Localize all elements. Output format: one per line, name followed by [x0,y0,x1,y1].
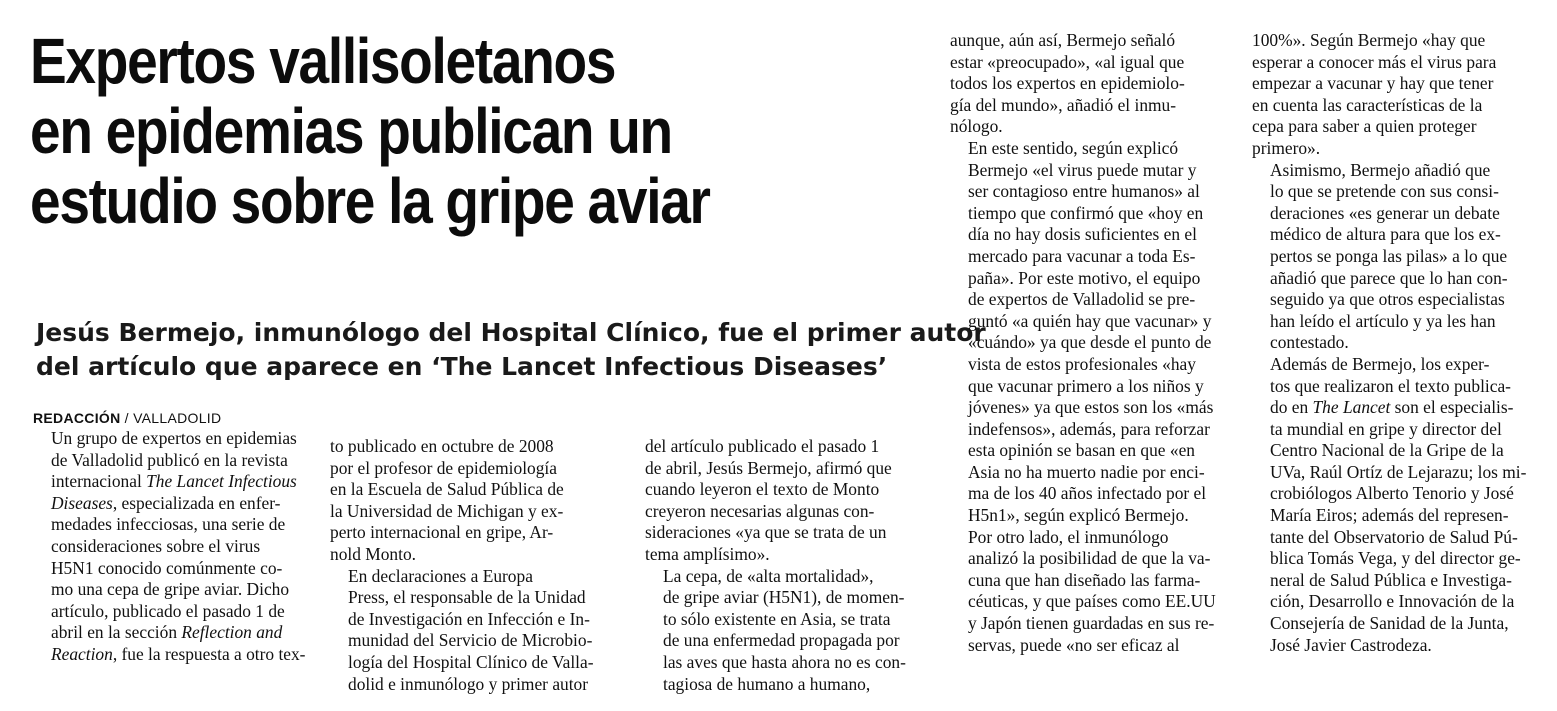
paragraph [645,436,917,566]
text-line: Asimismo, Bermejo añadió que [1270,159,1491,180]
text-line: jóvenes» ya que estos son los «más [968,397,1214,418]
text-line: do en The Lancet son el especialis- [1270,397,1514,418]
text-line: cepa para saber a quien proteger [1252,116,1477,137]
text-line: de expertos de Valladolid se pre- [968,289,1196,310]
text-line: en la Escuela de Salud Pública de [330,479,564,500]
article-column-4 [950,30,1226,656]
article-column-2 [330,436,626,695]
text-line: en cuenta las características de la [1252,94,1483,115]
text-line: sideraciones «ya que se trata de un [645,522,887,543]
text-line: Consejería de Sanidad de la Junta, [1270,613,1509,634]
text-line: que vacunar primero a los niños y [968,375,1204,396]
headline-line: Expertos vallisoletanos [30,25,616,97]
text-line: tagiosa de humano a humano, [663,673,871,694]
text-line: logía del Hospital Clínico de Valla- [348,651,594,672]
text-line: ser contagioso entre humanos» al [968,181,1200,202]
article-column-5 [1252,30,1530,656]
text-line: lo que se pretende con sus consi- [1270,181,1499,202]
text-line: de abril, Jesús Bermejo, afirmó que [645,457,892,478]
text-line: indefensos», además, para reforzar [968,418,1210,439]
text-line: Centro Nacional de la Gripe de la [1270,440,1504,461]
paragraph [1252,160,1530,354]
paragraph [950,30,1226,138]
text-line: blica Tomás Vega, y del director ge- [1270,548,1521,569]
text-line: Asia no ha muerto nadie por enci- [968,461,1205,482]
text-line: artículo, publicado el pasado 1 de [51,600,285,621]
text-line: cuando leyeron el texto de Monto [645,479,880,500]
text-line: paña». Por este motivo, el equipo [968,267,1201,288]
text-line: Además de Bermejo, los exper- [1270,353,1490,374]
text-line: guntó «a quién hay que vacunar» y [968,310,1212,331]
byline-location: VALLADOLID [133,410,222,426]
text-line: to publicado en octubre de 2008 [330,436,554,456]
subheadline [36,316,986,384]
text-line: del artículo publicado el pasado 1 [645,436,880,456]
text-line: neral de Salud Pública e Investiga- [1270,569,1512,590]
text-line: servas, puede «no ser eficaz al [968,634,1180,655]
paragraph [950,138,1226,527]
paragraph [645,566,917,696]
text-line: contestado. [1270,332,1349,353]
text-line: La cepa, de «alta mortalidad», [663,565,874,586]
text-line: de Valladolid publicó en la revista [51,449,288,470]
byline-author: REDACCIÓN [33,410,121,426]
text-line: H5n1», según explicó Bermejo. [968,505,1189,526]
text-line: perto internacional en gripe, Ar- [330,522,554,543]
text-line: En este sentido, según explicó [968,137,1179,158]
text-line: internacional The Lancet Infectious [51,471,297,492]
text-line: de Investigación en Infección e In- [348,608,590,629]
text-line: creyeron necesarias algunas con- [645,500,875,521]
text-line: José Javier Castrodeza. [1270,634,1432,655]
text-line: consideraciones sobre el virus [51,535,261,556]
text-line: dolid e inmunólogo y primer autor [348,673,589,694]
text-line: cuna que han diseñado las farma- [968,569,1201,590]
text-line: nold Monto. [330,543,416,564]
paragraph [1252,30,1530,160]
text-line: María Eiros; además del represen- [1270,505,1509,526]
text-line: ción, Desarrollo e Innovación de la [1270,591,1515,612]
subheadline-line: Jesús Bermejo, inmunólogo del Hospital Clínico, fue el primer autor [36,318,986,347]
text-line: to sólo existente en Asia, se trata [663,608,891,629]
text-line: En declaraciones a Europa [348,565,533,586]
byline-separator: / [120,410,134,426]
headline-line: estudio sobre la gripe aviar [30,165,710,237]
text-line: aunque, aún así, Bermejo señaló [950,30,1176,50]
text-line: deraciones «es generar un debate [1270,202,1500,223]
text-line: todos los expertos en epidemiolo- [950,73,1185,94]
text-line: tema amplísimo». [645,543,770,564]
text-line: gía del mundo», añadió el inmu- [950,94,1177,115]
text-line: ta mundial en gripe y director del [1270,418,1502,439]
text-line: han leído el artículo y ya les han [1270,310,1496,331]
text-line: Bermejo «el virus puede mutar y [968,159,1197,180]
text-line: Por otro lado, el inmunólogo [968,526,1169,547]
paragraph [1252,354,1530,656]
text-line: tos que realizaron el texto publica- [1270,375,1511,396]
text-line: primero». [1252,137,1321,158]
text-line: tiempo que confirmó que «hoy en [968,202,1204,223]
text-line: UVa, Raúl Ortíz de Lejarazu; los mi- [1270,461,1527,482]
text-line: Diseases, especializada en enfer- [51,492,281,513]
headline-line: en epidemias publican un [30,95,672,167]
text-line: nólogo. [950,116,1003,137]
text-line: céuticas, y que países como EE.UU [968,591,1216,612]
text-line: esperar a conocer más el virus para [1252,51,1497,72]
text-line: añadió que parece que lo han con- [1270,267,1508,288]
text-line: empezar a vacunar y hay que tener [1252,73,1494,94]
text-line: vista de estos profesionales «hay [968,353,1196,374]
text-line: 100%». Según Bermejo «hay que [1252,30,1486,50]
subheadline-line: del artículo que aparece en ‘The Lancet Infectious Diseases’ [36,352,888,381]
text-line: medades infecciosas, una serie de [51,514,286,535]
text-line: Reaction, fue la respuesta a otro tex- [51,643,306,664]
text-line: la Universidad de Michigan y ex- [330,500,564,521]
headline [30,26,804,236]
text-line: pertos se ponga las pilas» a lo que [1270,245,1508,266]
text-line: abril en la sección Reflection and [51,622,283,643]
article-column-3 [645,436,917,695]
text-line: tante del Observatorio de Salud Pú- [1270,526,1518,547]
text-line: y Japón tienen guardadas en sus re- [968,613,1215,634]
text-line: Un grupo de expertos en epidemias [51,428,297,448]
text-line: munidad del Servicio de Microbio- [348,630,593,651]
text-line: día no hay dosis suficientes en el [968,224,1197,245]
text-line: H5N1 conocido comúnmente co- [51,557,283,578]
paragraph [950,527,1226,657]
byline [33,408,313,428]
paragraph [330,436,626,566]
text-line: de una enfermedad propagada por [663,630,900,651]
paragraph [33,428,313,666]
text-line: Press, el responsable de la Unidad [348,587,586,608]
text-line: analizó la posibilidad de que la va- [968,548,1211,569]
text-line: esta opinión se basan en que «en [968,440,1195,461]
text-line: las aves que hasta ahora no es con- [663,651,906,672]
text-line: «cuándo» ya que desde el punto de [968,332,1212,353]
text-line: estar «preocupado», «al igual que [950,51,1185,72]
text-line: mo una cepa de gripe aviar. Dicho [51,579,290,600]
text-line: crobiólogos Alberto Tenorio y José [1270,483,1514,504]
text-line: por el profesor de epidemiología [330,457,557,478]
paragraph [330,566,626,696]
text-line: mercado para vacunar a toda Es- [968,245,1196,266]
text-line: de gripe aviar (H5N1), de momen- [663,587,905,608]
text-line: ma de los 40 años infectado por el [968,483,1207,504]
text-line: médico de altura para que los ex- [1270,224,1501,245]
text-line: seguido ya que otros especialistas [1270,289,1505,310]
article-column-1 [33,408,313,666]
